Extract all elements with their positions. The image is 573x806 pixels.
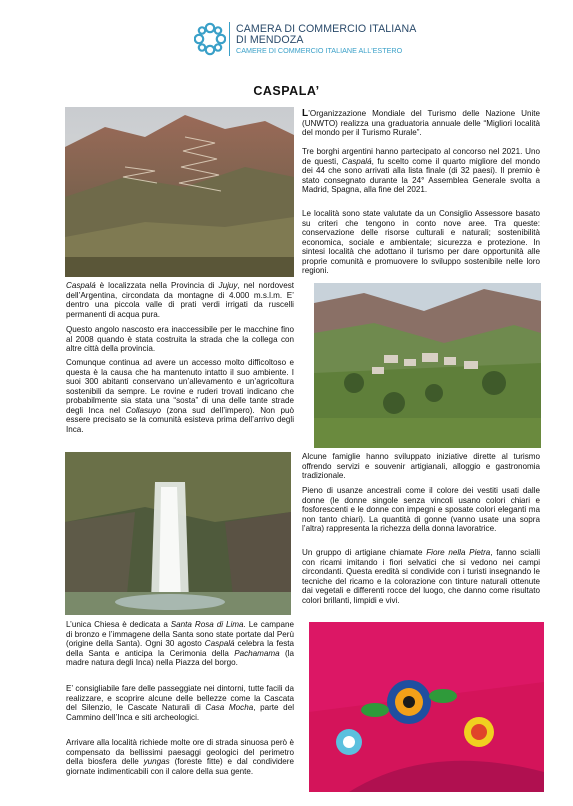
walks-text-a: E’ consigliabile fare delle passeggiate nei dintorni, tutte facili da realizzare, e scoprire alcune delle bellezze come la Cascata del Silenzio, le Cascate Naturali di	[66, 684, 294, 712]
arrival-text-b: (foreste fitte) e dal condividere giornate indimenticabili con il calore della sua gente.	[66, 757, 294, 776]
intro-paragraph-1	[302, 109, 540, 138]
road-text: Questo angolo nascosto era inaccessibile per le macchine fino al 2008 quando è stata costruita la strada che la collega con altre città della provincia.	[66, 325, 294, 353]
intro-p2-text-b: , fu scelto come il quarto migliore del mondo dei 44 che sono arrivati alla lista finale (di 32 paesi). Il premio è stato consegnato durante la 24° Assemblea Generale svolta a Madrid, Spagna, alla fine del 2021.	[302, 156, 540, 194]
logo-divider	[229, 22, 230, 56]
arrival-paragraph	[66, 738, 294, 776]
intro-p1-text: ’Organizzazione Mondiale del Turismo delle Nazione Unite (UNWTO) realizza una graduatoria annuale delle “Migliori località del mondo per il Turismo Rurale”.	[302, 109, 540, 137]
church-paragraph	[66, 620, 294, 668]
article-title: CASPALA’	[253, 84, 320, 98]
access-text-a: Comunque continua ad avere un accesso molto difficoltoso e questa è la causa che ha mantenuto intatto il suo ambiente. I suoi 300 abitanti conservano un’allevamento e un’agricoltura sostenibili da sempre. Le rovine e ruderi trovati indicano che probabilmente sia stata una “sosta” di una delle tante strade degli Inca nel	[66, 358, 294, 415]
loc-em2: Jujuy	[218, 281, 238, 290]
location-paragraph	[66, 281, 294, 319]
church-text-d: (la madre natura degli Inca) nella Piazza del borgo.	[66, 648, 294, 667]
church-text-c: celebra la festa della Santa e anticipa la Cerimonia della	[66, 639, 294, 658]
mountain-road-photo	[65, 107, 294, 277]
access-text-b: (zona sud dell’impero). Non può essere precisato se la comunità esisteva prima dell’arrivo degli Inca.	[66, 405, 294, 434]
walks-paragraph	[66, 684, 294, 722]
intro-p3-text: Le località sono state valutate da un Consiglio Assessore basato su criteri che tengono in conto nove aree. Tra queste: conservazione delle risorse culturali e naturali; sostenibilità economica, sociale e ambientale; sicurezza e protezione. In sintesi località che adottano il turismo per dare opportunità alle proprie comunità e promuovere lo sviluppo sostenibile nelle loro regioni.	[302, 209, 540, 275]
loc-text-a: è localizzata nella Provincia di	[95, 281, 219, 290]
customs-paragraph	[302, 486, 540, 534]
access-em: Collasuyo	[125, 405, 162, 415]
logo-icon	[194, 22, 226, 56]
customs-text: Pieno di usanze ancestrali come il colore dei vestiti usati dalle donne (le donne singole senza vincoli usano colori chiari e fosforescenti e le donne con impegni e sposate colori eleganti ma non tanto chiari). La quantità di gonne (vanno usate una sopra l’altra) rappresenta la richezza della donna lavoratrice.	[302, 486, 540, 533]
org-subtitle: CAMERE DI COMMERCIO ITALIANE ALL'ESTERO	[236, 46, 403, 55]
church-em2: Caspalá	[204, 639, 235, 648]
walks-em: Casa Mocha	[205, 703, 254, 712]
tourism-text: Alcune famiglie hanno sviluppato iniziative dirette al turismo offrendo servizi e souvenir artigianali, alloggio e gastronomia tradizionale.	[302, 452, 540, 480]
embroidery-photo	[309, 622, 544, 792]
org-name	[236, 24, 456, 55]
village-photo	[314, 283, 541, 448]
org-name-line2: DI MENDOZA	[236, 34, 304, 46]
intro-p2-em: Caspalá	[341, 156, 372, 166]
loc-em1: Caspalá	[66, 281, 96, 290]
artisans-em: Fiore nella Pietra	[426, 548, 491, 557]
church-text-a: L’unica Chiesa è dedicata a	[66, 620, 171, 629]
tourism-paragraph	[302, 452, 540, 481]
arrival-text-a: Arrivare alla località richiede molte ore di strada sinuosa però è compensato da bellissimi paesaggi geologici del perimetro della biosfera delle	[66, 738, 294, 766]
logo	[194, 22, 226, 56]
drop-cap: L	[302, 108, 309, 119]
org-name-line1: CAMERA DI COMMERCIO ITALIANA	[236, 23, 417, 35]
access-paragraph	[66, 358, 294, 434]
walks-text-b: , parte del Cammino dell’Inca e siti archeologici.	[66, 703, 294, 722]
intro-paragraph-3	[302, 209, 540, 276]
artisans-text-a: Un gruppo di artigiane chiamate	[302, 548, 427, 557]
artisans-paragraph	[302, 548, 540, 605]
road-paragraph	[66, 325, 294, 354]
arrival-em: yungas	[143, 757, 170, 766]
church-em1: Santa Rosa di Lima	[170, 620, 244, 629]
artisans-text-b: , fanno scialli con ricami imitando i fiori selvatici che si vedono nei campi circondanti. Questa eredità si condivide con i turisti insegnando le tecniche del ricamo e la colorazione con tinture naturali ottenute dai vegetali e differenti rocce del luogo, che danno come risultato colori brillanti, limpidi e vivi.	[302, 548, 540, 605]
church-em3: Pachamama	[234, 648, 280, 658]
intro-p2-text-a: Tre borghi argentini hanno partecipato al concorso nel 2021. Uno de questi,	[302, 147, 540, 166]
loc-text-b: , nel nordovest dell’Argentina, circondata da montagne di 4.000 m.s.l.m. E’ dentro una piccola valle di prati verdi irrigati da ruscelli permanenti di acqua pura.	[66, 281, 294, 319]
waterfall-photo	[65, 452, 291, 615]
intro-paragraph-2	[302, 147, 540, 195]
church-text-b: . Le campane di bronzo e l’immagene della Santa sono state portate dal Perù (origine della Santa). Ogni 30 agosto	[66, 620, 295, 648]
